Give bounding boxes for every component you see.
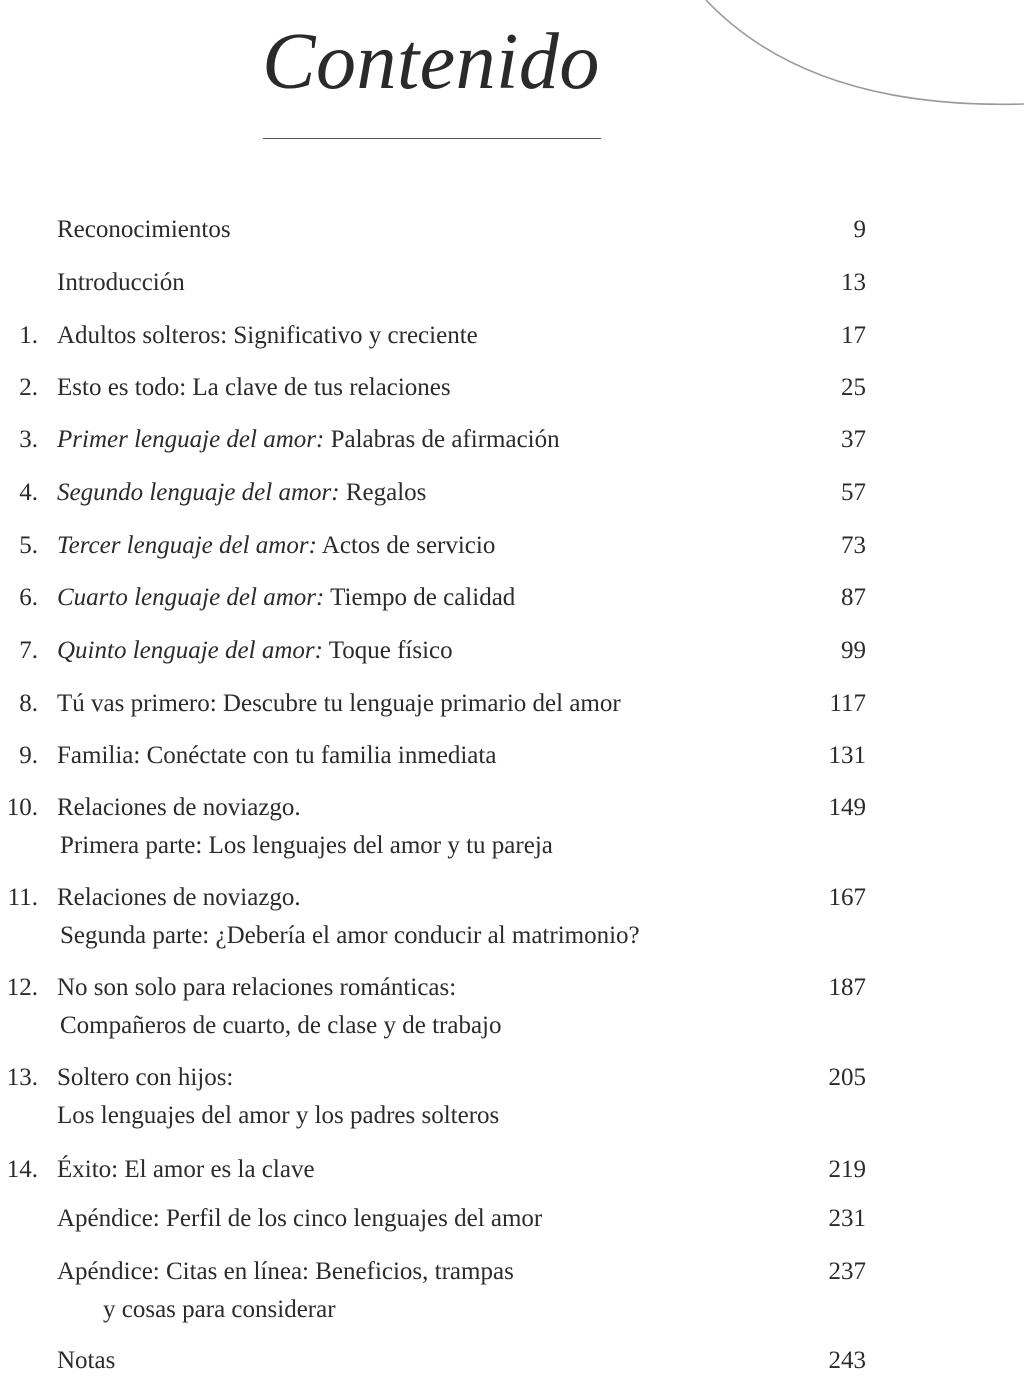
- page-number: 219: [828, 1156, 866, 1183]
- chapter-number: 10.: [6, 794, 38, 821]
- chapter-number: 6.: [19, 584, 38, 611]
- entry-title-text: Familia: Conéctate con tu familia inmediata: [57, 742, 497, 769]
- entry-title: [57, 969, 456, 1007]
- entry-title: [57, 789, 301, 827]
- entry-title: [57, 632, 453, 670]
- page-number: 37: [841, 426, 866, 453]
- title-rule: [263, 138, 601, 139]
- entry-title-italic-lead: Tercer lenguaje del amor:: [57, 532, 317, 559]
- page-number: 57: [841, 479, 866, 506]
- entry-title: [57, 317, 478, 355]
- page-number: 167: [828, 884, 866, 911]
- entry-subtitle: Segunda parte: ¿Debería el amor conducir al matrimonio?: [60, 922, 640, 949]
- page-number: 9: [853, 216, 866, 243]
- entry-title: [57, 579, 515, 617]
- entry-title: [57, 474, 426, 512]
- entry-title: [57, 369, 451, 407]
- entry-title-text: Adultos solteros: Significativo y creciente: [57, 322, 478, 349]
- page-number: 187: [828, 974, 866, 1001]
- page-number: 117: [829, 690, 866, 717]
- page-number: 13: [841, 269, 866, 296]
- entry-title: [57, 879, 301, 917]
- chapter-number: 8.: [19, 690, 38, 717]
- entry-title-text: Notas: [57, 1347, 116, 1374]
- entry-title-text: Apéndice: Citas en línea: Beneficios, trampas: [57, 1258, 514, 1285]
- entry-title-text: Apéndice: Perfil de los cinco lenguajes del amor: [57, 1205, 543, 1232]
- entry-title: [57, 1059, 233, 1097]
- entry-title: [57, 737, 496, 775]
- entry-title-text: Palabras de afirmación: [324, 426, 560, 453]
- entry-title-text: Esto es todo: La clave de tus relaciones: [57, 374, 451, 401]
- entry-title-text: Soltero con hijos:: [57, 1064, 234, 1091]
- chapter-number: 5.: [19, 532, 38, 559]
- page-number: 243: [828, 1347, 866, 1374]
- chapter-number: 2.: [19, 374, 38, 401]
- entry-title-text: Introducción: [57, 269, 185, 296]
- entry-title-text: Reconocimientos: [57, 216, 231, 243]
- entry-title-text: No son solo para relaciones románticas:: [57, 974, 457, 1001]
- entry-subtitle: y cosas para considerar: [103, 1296, 336, 1323]
- page-number: 25: [841, 374, 866, 401]
- entry-title-italic-lead: Cuarto lenguaje del amor:: [57, 584, 325, 611]
- chapter-number: 11.: [7, 884, 38, 911]
- chapter-number: 1.: [19, 322, 38, 349]
- entry-title-text: Relaciones de noviazgo.: [57, 794, 301, 821]
- entry-title: [57, 264, 185, 302]
- chapter-number: 13.: [6, 1064, 38, 1091]
- entry-title-italic-lead: Primer lenguaje del amor:: [57, 426, 325, 453]
- entry-title-text: Tiempo de calidad: [324, 584, 516, 611]
- entry-title-text: Toque físico: [322, 637, 453, 664]
- page-number: 237: [828, 1258, 866, 1285]
- entry-subtitle: Primera parte: Los lenguajes del amor y tu pareja: [60, 832, 553, 859]
- entry-title: [57, 421, 560, 459]
- chapter-number: 12.: [6, 974, 38, 1001]
- entry-subtitle: Compañeros de cuarto, de clase y de trabajo: [60, 1012, 502, 1039]
- entry-title: [57, 1151, 315, 1189]
- chapter-number: 9.: [19, 742, 38, 769]
- entry-title: [57, 1342, 115, 1380]
- entry-title: [57, 527, 495, 565]
- entry-title-text: Regalos: [339, 479, 427, 506]
- entry-title-italic-lead: Quinto lenguaje del amor:: [57, 637, 323, 664]
- page-number: 17: [841, 322, 866, 349]
- page-number: 73: [841, 532, 866, 559]
- entry-title: [57, 1200, 542, 1238]
- chapter-number: 7.: [19, 637, 38, 664]
- page-number: 131: [828, 742, 866, 769]
- chapter-number: 4.: [19, 479, 38, 506]
- entry-title-text: Relaciones de noviazgo.: [57, 884, 301, 911]
- page-number: 205: [828, 1064, 866, 1091]
- chapter-number: 14.: [6, 1156, 38, 1183]
- page-number: 231: [828, 1205, 866, 1232]
- page-number: 149: [828, 794, 866, 821]
- entry-title: [57, 685, 621, 723]
- entry-subtitle: Los lenguajes del amor y los padres solteros: [57, 1102, 500, 1129]
- entry-title-italic-lead: Segundo lenguaje del amor:: [57, 479, 340, 506]
- page-number: 87: [841, 584, 866, 611]
- page-number: 99: [841, 637, 866, 664]
- entry-title: [57, 211, 231, 249]
- entry-title-text: Actos de servicio: [316, 532, 496, 559]
- entry-title-text: Éxito: El amor es la clave: [57, 1156, 315, 1183]
- page-title: Contenido: [262, 18, 600, 106]
- chapter-number: 3.: [19, 426, 38, 453]
- entry-title: [57, 1253, 514, 1291]
- entry-title-text: Tú vas primero: Descubre tu lenguaje primario del amor: [57, 690, 621, 717]
